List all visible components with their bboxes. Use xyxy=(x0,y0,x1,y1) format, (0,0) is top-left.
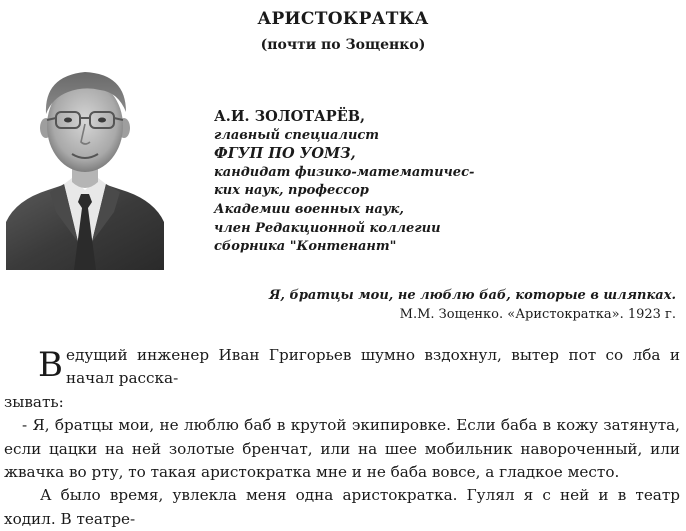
author-line: Академии военных наук, xyxy=(214,201,404,217)
text-line: - Я, братцы мои, не люблю баб в крутой экипировке. Если баба в кожу затянута, если xyxy=(4,416,680,458)
text-line: А было время, увлекла меня одна аристократка. Гулял я с ней и в театр ходил. В театре- xyxy=(4,486,680,528)
paragraph xyxy=(4,484,680,531)
author-line: главный специалист xyxy=(214,127,380,143)
article-subtitle: (почти по Зощенко) xyxy=(260,37,426,53)
author-name: А.И. ЗОЛОТАРЁВ, xyxy=(214,108,366,125)
text-line: цацки на ней золотые бренчат, или на шее мобильник навороченный, или жвачка во рту, то такая xyxy=(4,439,681,482)
author-line: член Редакционной коллегии xyxy=(214,220,441,236)
epigraph xyxy=(269,286,676,324)
paragraph xyxy=(4,344,680,414)
author-photo xyxy=(6,62,164,270)
author-line: кандидат физико-математичес- xyxy=(214,164,475,180)
epigraph-source: М.М. Зощенко. «Аристократка». 1923 г. xyxy=(399,307,676,322)
article-body xyxy=(4,344,680,531)
epigraph-quote: Я, братцы мои, не люблю баб, которые в шляпках. xyxy=(268,288,676,303)
article-title: АРИСТОКРАТКА xyxy=(257,9,429,29)
author-line: ФГУП ПО УОМЗ, xyxy=(214,145,356,163)
author-block xyxy=(214,108,475,257)
text-line: едущий инженер Иван Григорьев шумно вздохнул, вытер пот со лба и начал расска- xyxy=(66,346,680,388)
text-line: зывать: xyxy=(4,392,64,411)
paragraph xyxy=(4,414,680,484)
author-line: сборника "Контенант" xyxy=(214,239,397,255)
drop-cap: В xyxy=(38,345,63,385)
text-line: аристократка мне и не баба вовсе, а гладкое место. xyxy=(201,463,620,482)
author-line: ких наук, профессор xyxy=(214,183,369,199)
